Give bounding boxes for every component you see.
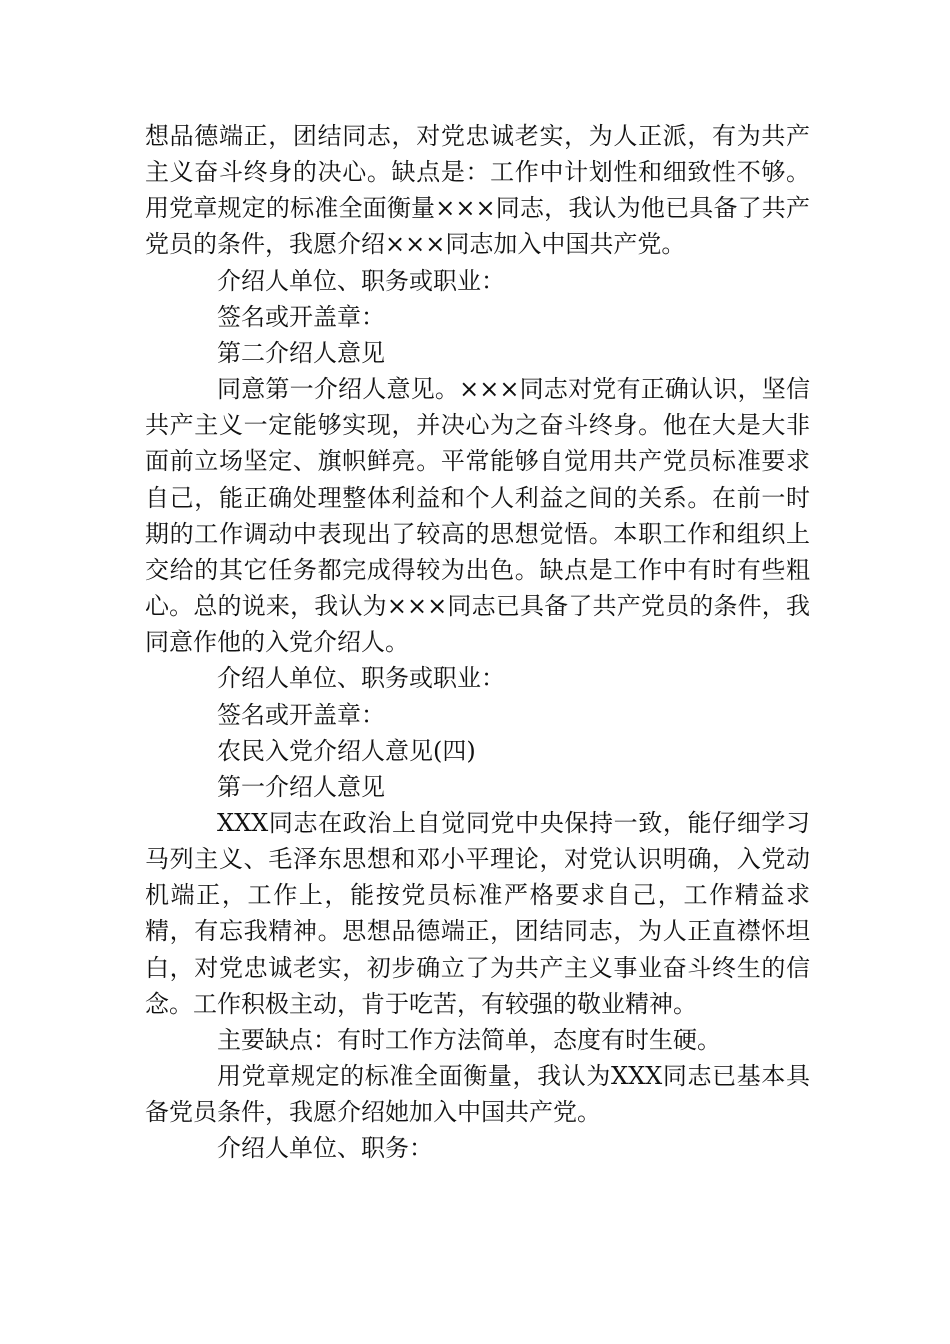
signature-label-2: 签名或开盖章： — [217, 700, 385, 729]
document-body — [145, 118, 810, 1167]
section-heading-first-referrer: 第一介绍人意见 — [217, 772, 385, 801]
paragraph-main-shortcomings: 主要缺点：有时工作方法简单，态度有时生硬。 — [217, 1025, 721, 1054]
section-heading-second-referrer: 第二介绍人意见 — [217, 338, 385, 367]
section-title-farmer-opinion-4: 农民入党介绍人意见(四) — [217, 736, 476, 765]
referrer-unit-label-2: 介绍人单位、职务或职业： — [217, 664, 505, 693]
signature-label-1: 签名或开盖章： — [217, 302, 385, 331]
referrer-unit-label-1: 介绍人单位、职务或职业： — [217, 266, 505, 295]
paragraph-conclusion: 用党章规定的标准全面衡量，我认为XXX同志已基本具备党员条件，我愿介绍她加入中国共产党。 — [145, 1062, 810, 1127]
paragraph-first-referrer-opinion: XXX同志在政治上自觉同党中央保持一致，能仔细学习马列主义、毛泽东思想和邓小平理论，对党认识明确，入党动机端正，工作上，能按党员标准严格要求自己，工作精益求精，有忘我精神。思想品德端正，团结同志，为人正直襟怀坦白，对党忠诚老实，初步确立了为共产主义事业奋斗终生的信念。工作积极主动，肯于吃苦，有较强的敬业精神。 — [145, 808, 810, 1018]
paragraph-second-referrer-opinion: 同意第一介绍人意见。×××同志对党有正确认识，坚信共产主义一定能够实现，并决心为之奋斗终身。他在大是大非面前立场坚定、旗帜鲜亮。平常能够自觉用共产党员标准要求自己，能正确处理整体利益和个人利益之间的关系。在前一时期的工作调动中表现出了较高的思想觉悟。本职工作和组织上交给的其它任务都完成得较为出色。缺点是工作中有时有些粗心。总的说来，我认为×××同志已具备了共产党员的条件，我同意作他的入党介绍人。 — [145, 375, 810, 657]
paragraph-continuation: 想品德端正，团结同志，对党忠诚老实，为人正派，有为共产主义奋斗终身的决心。缺点是：工作中计划性和细致性不够。用党章规定的标准全面衡量×××同志，我认为他已具备了共产党员的条件，我愿介绍×××同志加入中国共产党。 — [145, 122, 810, 259]
referrer-unit-label-3: 介绍人单位、职务： — [217, 1134, 433, 1163]
